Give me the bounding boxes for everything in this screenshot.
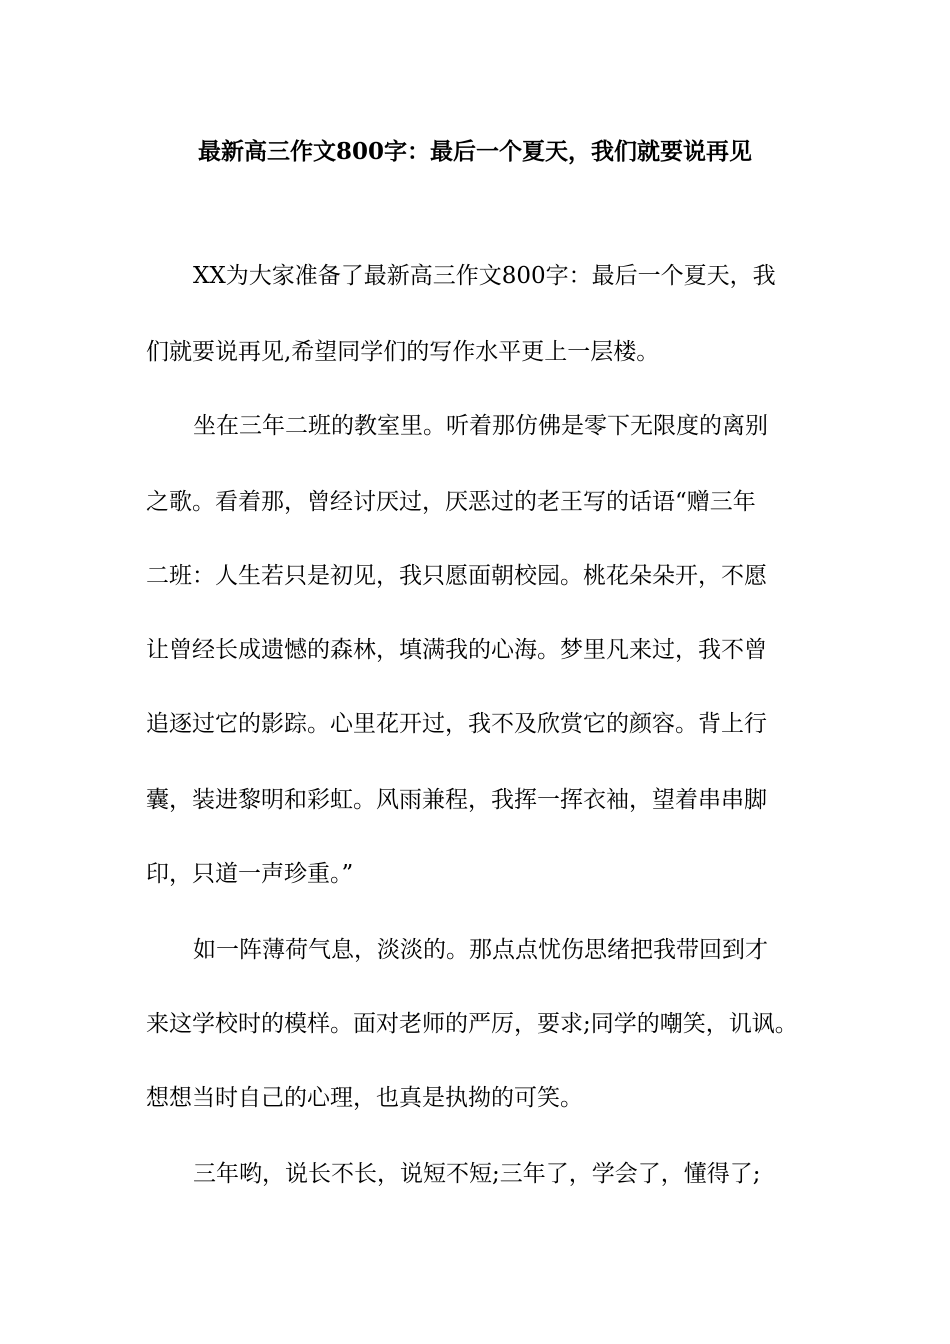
paragraph-line: XX为大家准备了最新高三作文800字：最后一个夏天，我 [193,263,776,289]
paragraph-line: 囊，装进黎明和彩虹。风雨兼程，我挥一挥衣袖，望着串串脚 [146,787,767,813]
paragraph-line: 追逐过它的影踪。心里花开过，我不及欣赏它的颜容。背上行 [146,711,767,737]
document-title: 最新高三作文800字：最后一个夏天，我们就要说再见 [197,138,752,165]
paragraph-line: 二班：人生若只是初见，我只愿面朝校园。桃花朵朵开，不愿 [146,563,767,589]
paragraph-line: 们就要说再见,希望同学们的写作水平更上一层楼。 [146,339,660,365]
paragraph-line: 坐在三年二班的教室里。听着那仿佛是零下无限度的离别 [193,413,768,439]
paragraph-line: 想想当时自己的心理，也真是执拗的可笑。 [146,1085,583,1111]
paragraph-line: 三年哟，说长不长，说短不短;三年了，学会了，懂得了; [193,1161,761,1187]
paragraph-line: 如一阵薄荷气息，淡淡的。那点点忧伤思绪把我带回到才 [193,937,768,963]
paragraph-line: 来这学校时的模样。面对老师的严厉，要求;同学的嘲笑，讥讽。 [146,1011,798,1037]
paragraph-line: 之歌。看着那，曾经讨厌过，厌恶过的老王写的话语“赠三年 [146,489,756,515]
paragraph-line: 印，只道一声珍重。” [146,861,354,887]
paragraph-line: 让曾经长成遗憾的森林，填满我的心海。梦里凡来过，我不曾 [146,637,767,663]
